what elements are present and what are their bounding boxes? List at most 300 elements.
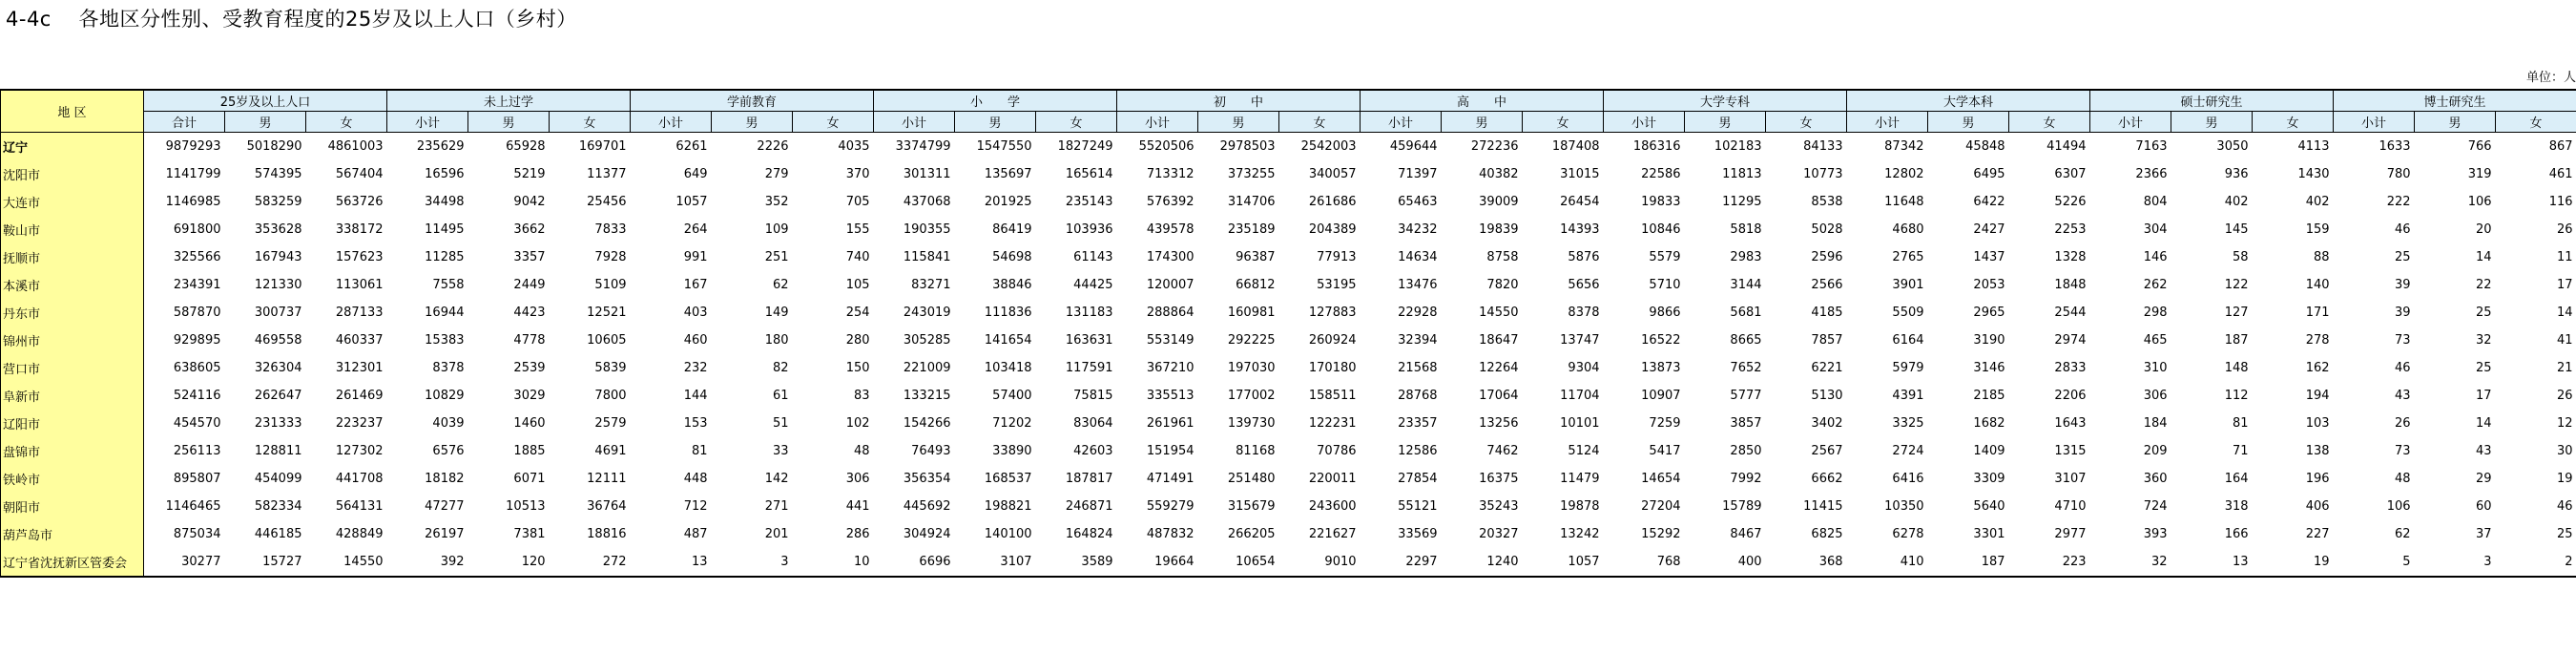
table-cell: 4185	[1811, 306, 1843, 320]
table-cell: 7381	[513, 527, 546, 541]
table-cell: 437068	[903, 195, 951, 209]
table-cell: 23357	[1398, 416, 1438, 431]
table-cell: 77913	[1317, 250, 1357, 264]
table-cell: 441708	[335, 472, 384, 486]
table-cell: 117591	[1065, 361, 1113, 375]
table-cell: 22	[2475, 278, 2492, 292]
table-cell: 13242	[1560, 527, 1600, 541]
table-cell: 460337	[335, 333, 384, 348]
table-cell: 133215	[903, 389, 951, 403]
table-cell: 403	[683, 306, 708, 320]
table-cell: 7857	[1811, 333, 1843, 348]
table-cell: 5520506	[1138, 139, 1195, 154]
table-cell: 402	[2224, 195, 2249, 209]
table-cell: 5018290	[246, 139, 302, 154]
table-cell: 7259	[1649, 416, 1681, 431]
table-cell: 121330	[254, 278, 302, 292]
table-cell: 25	[2394, 250, 2411, 264]
table-cell: 2053	[1973, 278, 2005, 292]
subcolumn-header: 男	[2171, 112, 2253, 133]
table-cell: 298	[2143, 306, 2168, 320]
table-cell: 243019	[903, 306, 951, 320]
table-cell: 1827249	[1057, 139, 1113, 154]
table-cell: 705	[845, 195, 870, 209]
table-cell: 25	[2475, 361, 2492, 375]
table-cell: 724	[2143, 499, 2168, 514]
table-cell: 6662	[1811, 472, 1843, 486]
table-cell: 410	[1847, 548, 1928, 577]
table-cell: 32394	[1398, 333, 1438, 348]
region-name: 葫芦岛市	[1, 520, 144, 548]
table-cell: 167943	[254, 250, 302, 264]
table-cell: 3374799	[895, 139, 951, 154]
table-cell: 3146	[1973, 361, 2005, 375]
table-cell: 7558	[432, 278, 465, 292]
table-cell: 170180	[1308, 361, 1357, 375]
table-cell: 487	[683, 527, 708, 541]
table-cell: 8467	[1730, 527, 1762, 541]
table-cell: 231333	[254, 416, 302, 431]
table-cell: 43	[2475, 444, 2492, 458]
table-cell: 8378	[432, 361, 465, 375]
subcolumn-header: 男	[1198, 112, 1279, 133]
table-cell: 445692	[903, 499, 951, 514]
table-cell: 315679	[1227, 499, 1276, 514]
table-cell: 875034	[173, 527, 221, 541]
table-cell: 373255	[1227, 167, 1276, 181]
table-cell: 393	[2143, 527, 2168, 541]
table-cell: 6416	[1892, 472, 1924, 486]
table-cell: 2566	[1811, 278, 1843, 292]
table-cell: 287133	[335, 306, 384, 320]
table-cell: 251480	[1227, 472, 1276, 486]
table-cell: 305285	[903, 333, 951, 348]
table-cell: 7462	[1486, 444, 1519, 458]
table-cell: 190355	[903, 222, 951, 237]
region-name: 本溪市	[1, 271, 144, 299]
population-table	[0, 89, 2576, 578]
table-cell: 867	[2548, 139, 2573, 154]
table-cell: 3857	[1730, 416, 1762, 431]
table-cell: 127302	[335, 444, 384, 458]
table-cell: 2542003	[1300, 139, 1357, 154]
table-cell: 13	[2171, 548, 2253, 577]
table-cell: 159	[2305, 222, 2330, 237]
subcolumn-header: 合计	[144, 112, 225, 133]
table-cell: 4861003	[327, 139, 384, 154]
table-row	[1, 410, 2576, 437]
table-cell: 338172	[335, 222, 384, 237]
table-cell: 28768	[1398, 389, 1438, 403]
subcolumn-header: 女	[1279, 112, 1361, 133]
table-cell: 2226	[757, 139, 789, 154]
table-cell: 5681	[1730, 306, 1762, 320]
table-cell: 582334	[254, 499, 302, 514]
table-cell: 42603	[1073, 444, 1113, 458]
table-cell: 448	[683, 472, 708, 486]
table-cell: 234391	[173, 278, 221, 292]
table-cell: 5219	[513, 167, 546, 181]
table-cell: 39	[2394, 306, 2411, 320]
table-cell: 27204	[1641, 499, 1681, 514]
table-cell: 306	[845, 472, 870, 486]
table-cell: 266205	[1227, 527, 1276, 541]
table-cell: 45848	[1965, 139, 2005, 154]
table-cell: 567404	[335, 167, 384, 181]
table-cell: 587870	[173, 306, 221, 320]
table-cell: 4039	[432, 416, 465, 431]
group-header: 初 中	[1117, 90, 1361, 112]
table-cell: 3107	[955, 548, 1036, 577]
table-cell: 262647	[254, 389, 302, 403]
table-cell: 30	[2557, 444, 2573, 458]
table-cell: 7820	[1486, 278, 1519, 292]
table-cell: 2596	[1811, 250, 1843, 264]
table-cell: 256113	[173, 444, 221, 458]
table-cell: 768	[1604, 548, 1685, 577]
table-cell: 13	[631, 548, 712, 577]
table-cell: 26	[2557, 389, 2573, 403]
group-header: 高 中	[1361, 90, 1604, 112]
table-cell: 145	[2224, 222, 2249, 237]
table-row	[1, 133, 2576, 161]
region-name: 朝阳市	[1, 493, 144, 520]
table-cell: 370	[845, 167, 870, 181]
table-cell: 5417	[1649, 444, 1681, 458]
subcolumn-header: 男	[2415, 112, 2496, 133]
table-cell: 1141799	[165, 167, 221, 181]
table-cell: 157623	[335, 250, 384, 264]
table-cell: 120007	[1146, 278, 1195, 292]
table-cell: 459644	[1389, 139, 1438, 154]
table-cell: 10350	[1884, 499, 1924, 514]
subcolumn-header: 女	[306, 112, 387, 133]
table-cell: 76493	[911, 444, 951, 458]
table-cell: 441	[845, 499, 870, 514]
table-cell: 6071	[513, 472, 546, 486]
table-cell: 1682	[1973, 416, 2005, 431]
table-cell: 155	[845, 222, 870, 237]
table-cell: 149	[764, 306, 789, 320]
table-cell: 165614	[1065, 167, 1113, 181]
table-cell: 25	[2475, 306, 2492, 320]
table-cell: 300737	[254, 306, 302, 320]
subcolumn-header: 男	[1928, 112, 2009, 133]
table-cell: 10605	[587, 333, 627, 348]
table-cell: 12264	[1479, 361, 1519, 375]
table-cell: 227	[2305, 527, 2330, 541]
table-cell: 14	[2475, 416, 2492, 431]
table-cell: 991	[683, 250, 708, 264]
table-cell: 140	[2305, 278, 2330, 292]
subcolumn-header: 女	[2253, 112, 2334, 133]
table-cell: 5640	[1973, 499, 2005, 514]
table-body	[1, 133, 2576, 578]
table-cell: 131183	[1065, 306, 1113, 320]
group-header: 大学本科	[1847, 90, 2090, 112]
table-cell: 2253	[2054, 222, 2087, 237]
region-name: 沈阳市	[1, 160, 144, 188]
subcolumn-header: 小计	[874, 112, 955, 133]
table-cell: 106	[2467, 195, 2492, 209]
table-cell: 153	[683, 416, 708, 431]
table-cell: 57400	[992, 389, 1032, 403]
table-cell: 113061	[335, 278, 384, 292]
table-cell: 288864	[1146, 306, 1195, 320]
table-cell: 17	[2557, 278, 2573, 292]
table-cell: 10907	[1641, 389, 1681, 403]
table-cell: 12521	[587, 306, 627, 320]
table-cell: 2	[2496, 548, 2576, 577]
table-cell: 158511	[1308, 389, 1357, 403]
table-cell: 196	[2305, 472, 2330, 486]
region-name: 辽宁省沈抚新区管委会	[1, 548, 144, 577]
table-cell: 27854	[1398, 472, 1438, 486]
table-cell: 304924	[903, 527, 951, 541]
table-cell: 71	[2232, 444, 2249, 458]
table-cell: 2978503	[1219, 139, 1276, 154]
table-cell: 103936	[1065, 222, 1113, 237]
table-cell: 2974	[2054, 333, 2087, 348]
table-cell: 3144	[1730, 278, 1762, 292]
table-cell: 10829	[425, 389, 465, 403]
table-cell: 13747	[1560, 333, 1600, 348]
table-cell: 187	[2224, 333, 2249, 348]
table-cell: 10654	[1198, 548, 1279, 577]
table-cell: 116	[2548, 195, 2573, 209]
table-cell: 115841	[903, 250, 951, 264]
table-cell: 18182	[425, 472, 465, 486]
table-cell: 26197	[425, 527, 465, 541]
table-cell: 127	[2224, 306, 2249, 320]
table-cell: 235629	[416, 139, 465, 154]
table-cell: 135697	[984, 167, 1032, 181]
table-cell: 180	[764, 333, 789, 348]
table-cell: 1057	[1523, 548, 1604, 577]
table-cell: 168537	[984, 472, 1032, 486]
subcolumn-header: 女	[1766, 112, 1847, 133]
table-cell: 460	[683, 333, 708, 348]
table-row	[1, 243, 2576, 271]
table-cell: 11285	[425, 250, 465, 264]
table-cell: 30277	[144, 548, 225, 577]
table-cell: 235143	[1065, 195, 1113, 209]
table-cell: 4035	[838, 139, 870, 154]
table-cell: 471491	[1146, 472, 1195, 486]
table-cell: 3662	[513, 222, 546, 237]
table-cell: 235189	[1227, 222, 1276, 237]
table-cell: 62	[772, 278, 789, 292]
table-cell: 5109	[594, 278, 627, 292]
table-cell: 86419	[992, 222, 1032, 237]
table-cell: 20327	[1479, 527, 1519, 541]
table-cell: 41494	[2046, 139, 2087, 154]
table-cell: 8538	[1811, 195, 1843, 209]
group-header: 硕士研究生	[2090, 90, 2334, 112]
table-cell: 15383	[425, 333, 465, 348]
table-cell: 5876	[1568, 250, 1600, 264]
table-cell: 10	[793, 548, 874, 577]
table-cell: 169701	[578, 139, 627, 154]
table-cell: 106	[2386, 499, 2411, 514]
table-cell: 251	[764, 250, 789, 264]
table-cell: 5	[2334, 548, 2415, 577]
table-cell: 139730	[1227, 416, 1276, 431]
table-cell: 11415	[1803, 499, 1843, 514]
group-header: 学前教育	[631, 90, 874, 112]
subcolumn-header: 小计	[387, 112, 468, 133]
page-title: 4-4c 各地区分性别、受教育程度的25岁及以上人口（乡村）	[6, 8, 577, 31]
table-row	[1, 216, 2576, 243]
table-cell: 122231	[1308, 416, 1357, 431]
table-cell: 39009	[1479, 195, 1519, 209]
table-cell: 461	[2548, 167, 2573, 181]
table-cell: 21	[2557, 361, 2573, 375]
table-cell: 66812	[1236, 278, 1276, 292]
table-cell: 174300	[1146, 250, 1195, 264]
table-cell: 81168	[1236, 444, 1276, 458]
table-cell: 53195	[1317, 278, 1357, 292]
subcolumn-header: 男	[468, 112, 550, 133]
table-cell: 1460	[513, 416, 546, 431]
table-cell: 1430	[2297, 167, 2330, 181]
table-cell: 356354	[903, 472, 951, 486]
table-cell: 2833	[2054, 361, 2087, 375]
table-cell: 2579	[594, 416, 627, 431]
table-cell: 2567	[1811, 444, 1843, 458]
table-cell: 83271	[911, 278, 951, 292]
table-cell: 1315	[2054, 444, 2087, 458]
table-cell: 5226	[2054, 195, 2087, 209]
table-cell: 187408	[1551, 139, 1600, 154]
table-cell: 261469	[335, 389, 384, 403]
table-cell: 11377	[587, 167, 627, 181]
table-cell: 3901	[1892, 278, 1924, 292]
table-cell: 6825	[1811, 527, 1843, 541]
table-cell: 47277	[425, 499, 465, 514]
subcolumn-header: 小计	[1604, 112, 1685, 133]
table-row	[1, 354, 2576, 382]
table-cell: 22928	[1398, 306, 1438, 320]
table-cell: 392	[387, 548, 468, 577]
table-cell: 197030	[1227, 361, 1276, 375]
group-header: 25岁及以上人口	[144, 90, 387, 112]
table-cell: 6278	[1892, 527, 1924, 541]
table-row	[1, 382, 2576, 410]
table-cell: 243600	[1308, 499, 1357, 514]
table-cell: 8378	[1568, 306, 1600, 320]
table-cell: 18816	[587, 527, 627, 541]
table-cell: 292225	[1227, 333, 1276, 348]
table-cell: 10846	[1641, 222, 1681, 237]
table-cell: 2206	[2054, 389, 2087, 403]
table-cell: 220011	[1308, 472, 1357, 486]
table-cell: 6307	[2054, 167, 2087, 181]
table-cell: 14	[2557, 306, 2573, 320]
table-cell: 55121	[1398, 499, 1438, 514]
table-cell: 43	[2394, 389, 2411, 403]
table-cell: 31015	[1560, 167, 1600, 181]
table-cell: 12111	[587, 472, 627, 486]
table-cell: 318	[2224, 499, 2249, 514]
table-cell: 34498	[425, 195, 465, 209]
table-cell: 278	[2305, 333, 2330, 348]
table-row	[1, 520, 2576, 548]
table-cell: 46	[2394, 361, 2411, 375]
table-cell: 109	[764, 222, 789, 237]
table-cell: 340057	[1308, 167, 1357, 181]
table-cell: 46	[2394, 222, 2411, 237]
table-row	[1, 548, 2576, 577]
table-cell: 105	[845, 278, 870, 292]
table-cell: 19	[2557, 472, 2573, 486]
table-cell: 154266	[903, 416, 951, 431]
table-cell: 204389	[1308, 222, 1357, 237]
table-cell: 40382	[1479, 167, 1519, 181]
group-header: 未上过学	[387, 90, 631, 112]
table-cell: 4113	[2297, 139, 2330, 154]
group-header: 博士研究生	[2334, 90, 2576, 112]
region-name: 盘锦市	[1, 437, 144, 465]
table-cell: 1146465	[165, 499, 221, 514]
table-cell: 15727	[225, 548, 306, 577]
table-cell: 638605	[173, 361, 221, 375]
table-cell: 148	[2224, 361, 2249, 375]
table-cell: 314706	[1227, 195, 1276, 209]
table-cell: 26	[2394, 416, 2411, 431]
table-cell: 164	[2224, 472, 2249, 486]
table-cell: 88	[2313, 250, 2330, 264]
table-cell: 26454	[1560, 195, 1600, 209]
table-cell: 319	[2467, 167, 2492, 181]
table-cell: 469558	[254, 333, 302, 348]
subcolumn-header: 女	[2009, 112, 2090, 133]
table-cell: 34232	[1398, 222, 1438, 237]
subcolumn-header: 小计	[1117, 112, 1198, 133]
table-cell: 11295	[1722, 195, 1762, 209]
table-cell: 14654	[1641, 472, 1681, 486]
table-cell: 144	[683, 389, 708, 403]
table-cell: 1240	[1442, 548, 1523, 577]
table-cell: 171	[2305, 306, 2330, 320]
table-cell: 310	[2143, 361, 2168, 375]
table-cell: 41	[2557, 333, 2573, 348]
table-cell: 4691	[594, 444, 627, 458]
table-cell: 26	[2557, 222, 2573, 237]
table-cell: 19839	[1479, 222, 1519, 237]
table-cell: 2724	[1892, 444, 1924, 458]
table-cell: 9304	[1568, 361, 1600, 375]
table-cell: 5656	[1568, 278, 1600, 292]
table-cell: 352	[764, 195, 789, 209]
table-header	[1, 90, 2576, 133]
table-cell: 19664	[1117, 548, 1198, 577]
header-row-subcolumns	[1, 112, 2576, 133]
table-cell: 5579	[1649, 250, 1681, 264]
table-cell: 4391	[1892, 389, 1924, 403]
table-cell: 261961	[1146, 416, 1195, 431]
group-header: 小 学	[874, 90, 1117, 112]
table-cell: 353628	[254, 222, 302, 237]
table-cell: 3	[2415, 548, 2496, 577]
table-cell: 454570	[173, 416, 221, 431]
table-cell: 29	[2475, 472, 2492, 486]
table-cell: 1409	[1973, 444, 2005, 458]
region-name: 大连市	[1, 188, 144, 216]
table-cell: 2544	[2054, 306, 2087, 320]
table-cell: 83064	[1073, 416, 1113, 431]
table-cell: 84133	[1803, 139, 1843, 154]
